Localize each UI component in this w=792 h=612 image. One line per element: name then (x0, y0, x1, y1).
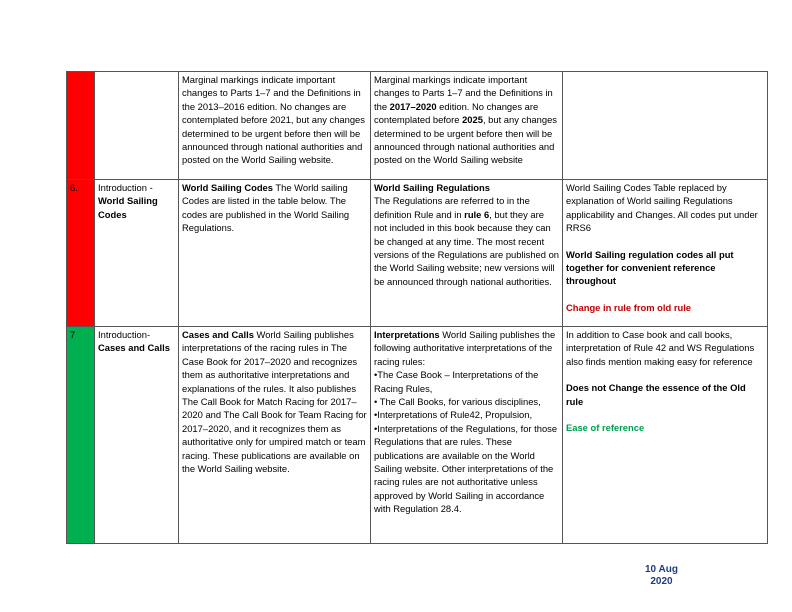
row-number-cell (67, 180, 95, 327)
table-row-6 (67, 180, 768, 327)
bullet-item: • The Call Books, for various disciplines, (374, 396, 541, 408)
new-rule-ref: rule 6 (464, 208, 490, 220)
note-cell-empty (563, 72, 768, 180)
new-rule-cell (371, 327, 563, 544)
section-cell (95, 327, 179, 544)
section-cell-empty (95, 72, 179, 180)
note-highlight: World Sailing regulation codes all put together for convenient reference throughout (566, 248, 734, 287)
new-rule-text: , but they are not included in this book because they can be changed at any time. The most recent versions of the Regulations are published on the World Sailing website; new versions will be announced through national authorities. (374, 208, 560, 287)
new-rule-heading: Interpretations (374, 329, 440, 340)
note-text: World Sailing Codes Table replaced by explanation of World sailing Regulations applicability and Changes. All codes put under RRS6 (566, 182, 758, 234)
note-cell (563, 180, 768, 327)
new-rule-text: , but any changes determined to be urgent before then will be announced through national authorities and posted on the World Sailing website (374, 114, 557, 166)
note-text: In addition to Case book and call books, interpretation of Rule 42 and WS Regulations also finds mention making easy for reference (566, 329, 755, 367)
bullet-item: •Interpretations of the Regulations, for those Regulations that are rules. These publications are available on the World Sailing website. Other interpretations of the racing rules are not authoritative unless approved by World Sailing in accordance with Regulation 28.4. (374, 422, 558, 515)
date-year: 2020 (650, 576, 673, 587)
new-rule-cell (371, 180, 563, 327)
new-rule-heading: World Sailing Regulations (374, 182, 490, 193)
table-row-7 (67, 327, 768, 544)
new-rule-text: The Regulations are referred to in the definition Rule and in (374, 195, 530, 220)
old-rule-text: Marginal markings indicate important changes to Parts 1–7 and the Definitions in the 2013–2016 edition. No changes are contemplated before 2021, but any changes determined to be urgent before then will be announced through national authorities and posted on the World Sailing website. (182, 74, 365, 166)
row-number: 7 (70, 329, 76, 340)
new-rule-cell (371, 72, 563, 180)
change-label: Change in rule from old rule (566, 301, 692, 313)
note-cell (563, 327, 768, 544)
bullet-item: •Interpretations of Rule42, Propulsion, (374, 409, 533, 421)
old-rule-cell (179, 180, 371, 327)
section-title: Cases and Calls (98, 342, 170, 354)
new-rule-text: Marginal markings indicate important changes to Parts 1–7 and the Definitions in the (374, 74, 553, 112)
section-prefix: Introduction- (98, 329, 151, 340)
row-stripe-red (67, 72, 95, 180)
section-prefix: Introduction - (98, 182, 153, 193)
new-rule-year: 2025 (462, 114, 483, 126)
old-rule-text: The World sailing Codes are listed in the table below. The codes are published in the World Sailing Regulations. (182, 182, 350, 234)
section-cell (95, 180, 179, 327)
bullet-item: •The Case Book – Interpretations of the Racing Rules, (374, 369, 539, 394)
new-rule-text: World Sailing publishes the following authoritative interpretations of the racing rules: (374, 329, 556, 367)
note-green-label: Ease of reference (566, 422, 645, 434)
new-rule-edition: 2017–2020 (389, 100, 437, 112)
table-row-intro (67, 72, 768, 180)
note-highlight: Does not Change the essence of the Old rule (566, 382, 746, 407)
old-rule-heading: Cases and Calls (182, 329, 254, 340)
old-rule-cell (179, 72, 371, 180)
row-number-cell (67, 327, 95, 544)
comparison-table (66, 71, 768, 544)
old-rule-text: World Sailing publishes interpretations of the racing rules in The Case Book for 2017–2020 and recognizes them as authoritative interpretations and explanations of the rules. It also publishes The Call Book for Match Racing for 2017–2020 and The Call Book for Team Racing for 2017–2020, and it recognizes them as authoritative only for umpired match or team racing. These publications are available on the World Sailing website. (182, 329, 367, 475)
new-rule-text: edition. No changes are contemplated before (374, 100, 539, 126)
old-rule-cell (179, 327, 371, 544)
old-rule-heading: World Sailing Codes (182, 182, 273, 193)
row-number: 6. (70, 182, 78, 193)
footer-date (645, 564, 678, 588)
date-line: 10 Aug (645, 564, 678, 575)
section-title: World Sailing Codes (98, 195, 158, 220)
